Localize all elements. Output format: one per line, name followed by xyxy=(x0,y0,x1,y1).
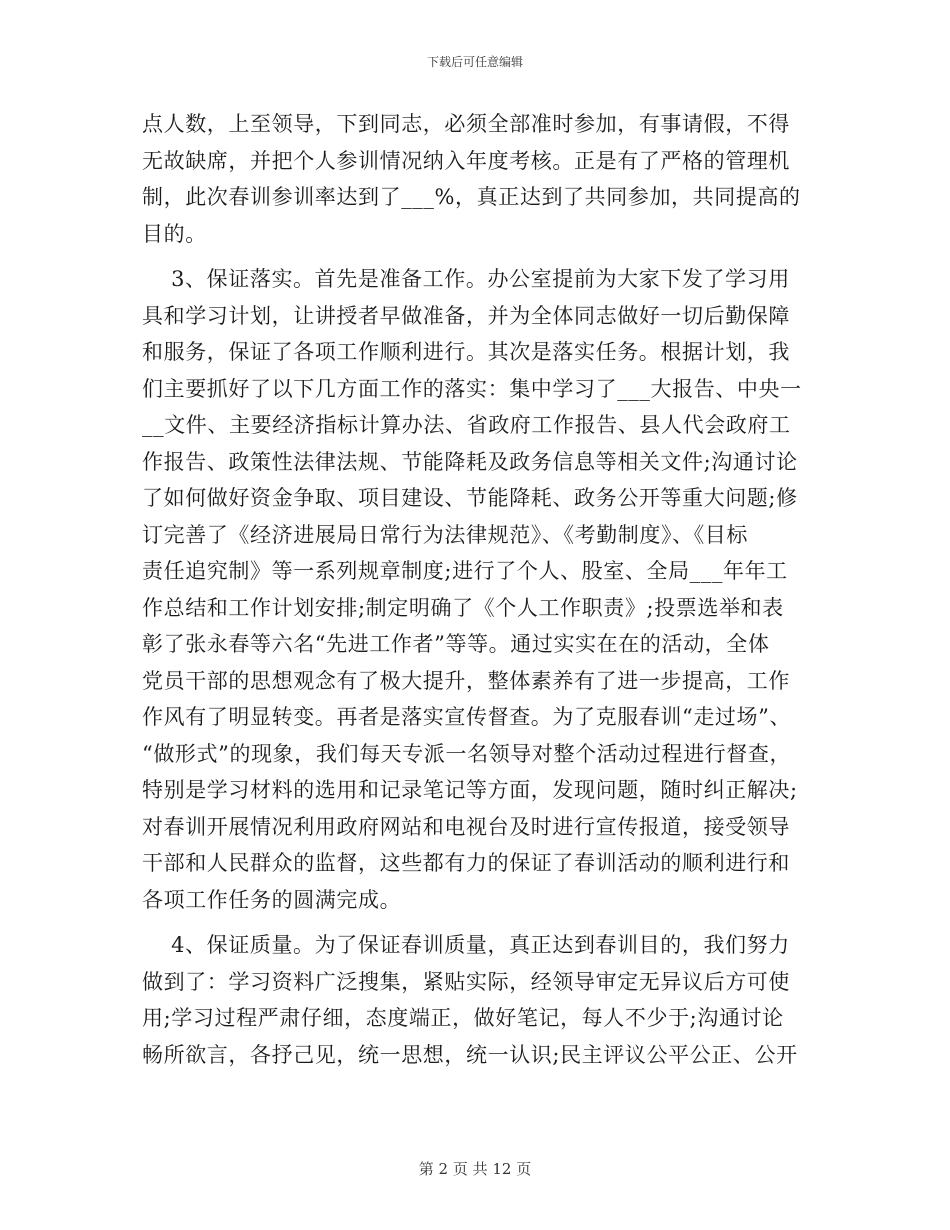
text-line: 对春训开展情况利用政府网站和电视台及时进行宣传报道，接受领导 xyxy=(142,814,790,839)
document-body xyxy=(142,106,818,1073)
paragraph-3 xyxy=(142,927,818,1073)
text-line: 点人数，上至领导，下到同志，必须全部准时参加，有事请假，不得 xyxy=(142,112,790,136)
text-line: 作风有了明显转变。再者是落实宣传督查。为了克服春训“走过场”、 xyxy=(142,705,792,729)
text-line: 们主要抓好了以下几方面工作的落实：集中学习了___大报告、中央一 xyxy=(142,376,802,401)
text-line: 和服务，保证了各项工作顺利进行。其次是落实任务。根据计划，我 xyxy=(142,340,790,364)
page-header: 下载后可任意编辑 xyxy=(426,55,523,69)
text-line: __文件、主要经济指标计算办法、省政府工作报告、县人代会政府工 xyxy=(142,413,791,437)
text-line: 责任追究制》等一系列规章制度;进行了个人、股室、全局___年年工 xyxy=(142,559,788,583)
text-line: 党员干部的思想观念有了极大提升，整体素养有了进一步提高，工作 xyxy=(142,668,790,693)
text-line: 具和学习计划，让讲授者早做准备，并为全体同志做好一切后勤保障 xyxy=(142,303,790,328)
text-line: 3、保证落实。首先是准备工作。办公室提前为大家下发了学习用 xyxy=(142,267,790,291)
text-line: “做形式”的现象，我们每天专派一名领导对整个活动过程进行督查， xyxy=(142,741,792,766)
text-line: 作总结和工作计划安排;制定明确了《个人工作职责》;投票选举和表 xyxy=(142,595,784,620)
text-line: 无故缺席，并把个人参训情况纳入年度考核。正是有了严格的管理机 xyxy=(142,148,790,173)
text-line: 各项工作任务的圆满完成。 xyxy=(142,887,402,912)
paragraph-2 xyxy=(142,261,818,918)
text-line: 了如何做好资金争取、项目建设、节能降耗、政务公开等重大问题;修 xyxy=(142,486,798,510)
page-footer: 第 2 页 共 12 页 xyxy=(418,1160,532,1178)
text-line: 制，此次春训参训率达到了___%，真正达到了共同参加，共同提高的 xyxy=(142,185,801,209)
text-line: 用;学习过程严肃仔细，态度端正，做好笔记，每人不少于;沟通讨论 xyxy=(142,1006,784,1030)
text-line: 作报告、政策性法律法规、节能降耗及政务信息等相关文件;沟通讨论 xyxy=(142,449,798,474)
text-line: 特别是学习材料的选用和记录笔记等方面，发现问题，随时纠正解决; xyxy=(142,778,798,802)
text-line: 订完善了《经济进展局日常行为法律规范》、《考勤制度》、《目标 xyxy=(142,522,748,547)
text-line: 目的。 xyxy=(142,221,207,246)
text-line: 4、保证质量。为了保证春训质量，真正达到春训目的，我们努力 xyxy=(142,933,790,957)
paragraph-1 xyxy=(142,106,818,252)
text-line: 干部和人民群众的监督，这些都有力的保证了春训活动的顺利进行和 xyxy=(142,851,790,875)
text-line: 畅所欲言，各抒己见，统一思想，统一认识;民主评议公平公正、公开 xyxy=(142,1042,798,1067)
text-line: 彰了张永春等六名“先进工作者”等等。通过实实在在的活动，全体 xyxy=(142,632,770,656)
text-line: 做到了：学习资料广泛搜集，紧贴实际，经领导审定无异议后方可使 xyxy=(142,969,790,994)
